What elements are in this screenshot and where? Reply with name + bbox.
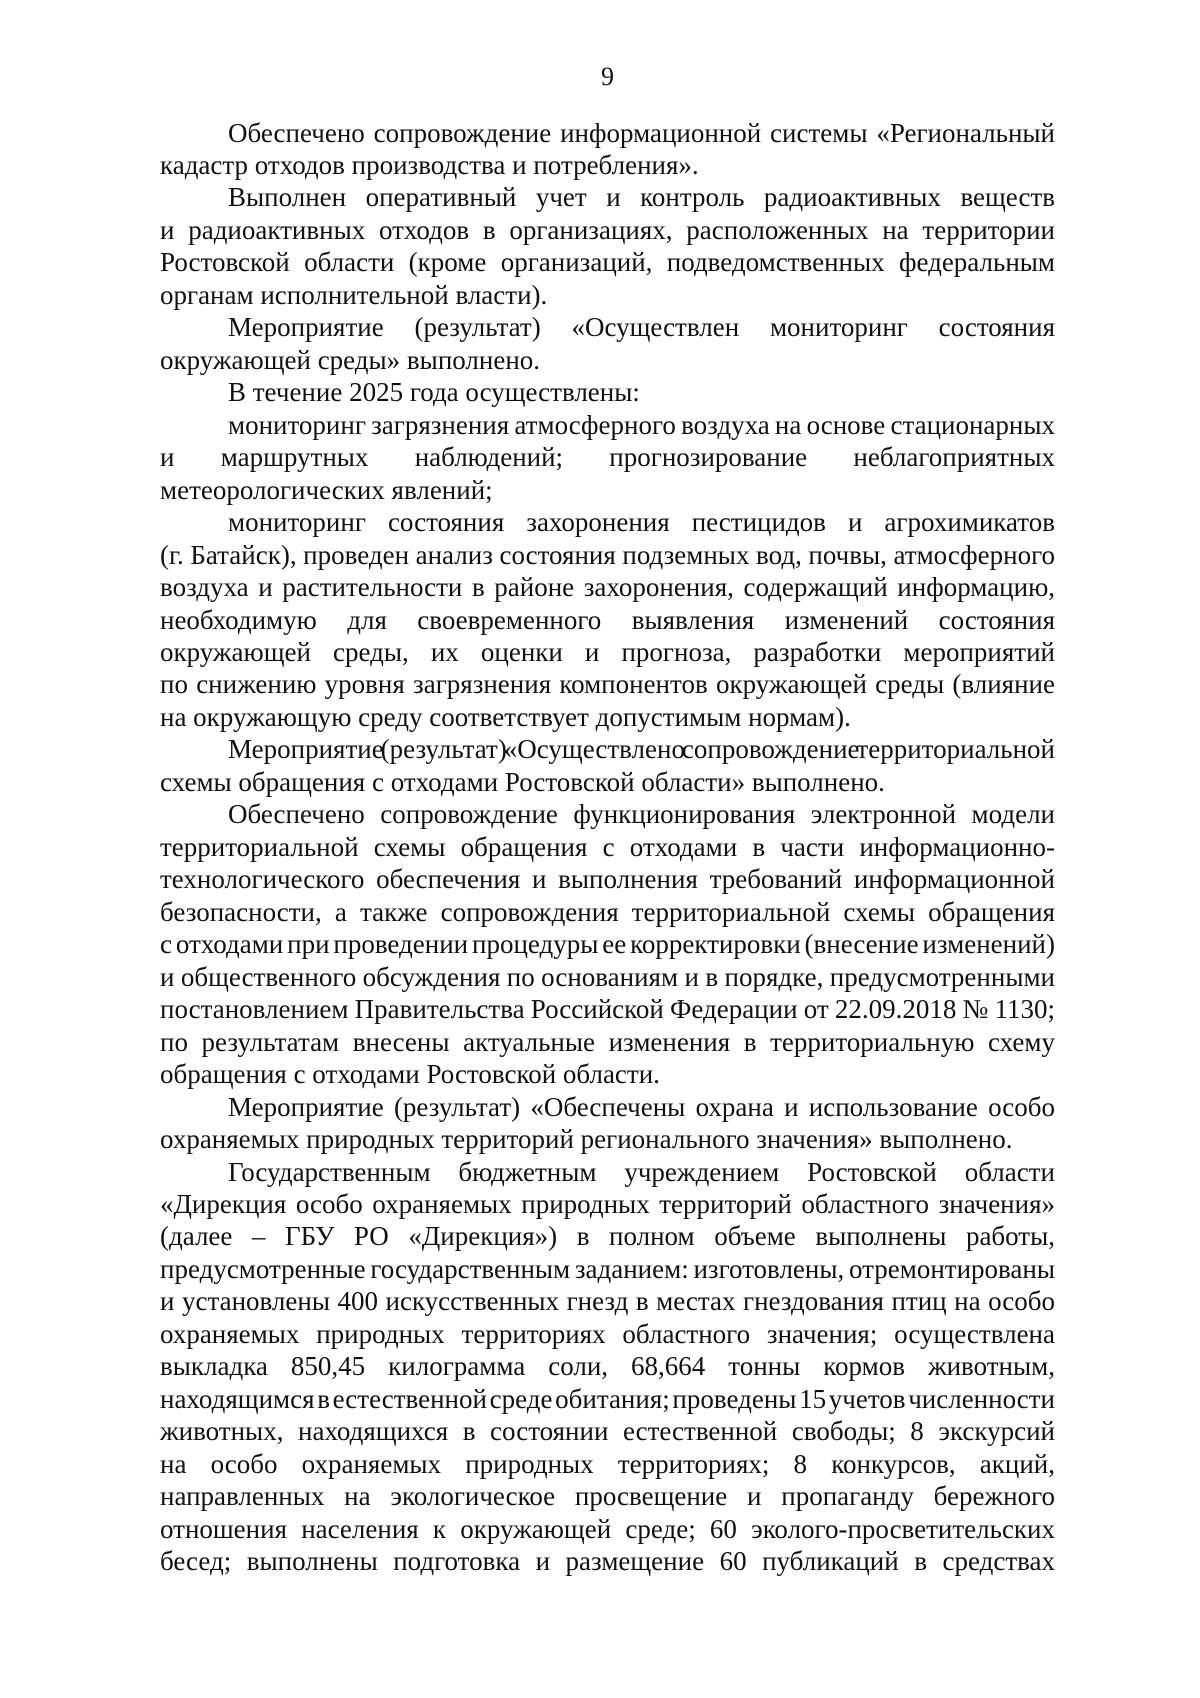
text-line: обращения с отходами Ростовской области. bbox=[160, 1059, 660, 1090]
paragraph bbox=[160, 733, 1055, 798]
text-line: по снижению уровня загрязнения компонентов окружающей среды (влияние bbox=[160, 669, 1055, 700]
text-line: схемы обращения с отходами Ростовской области» выполнено. bbox=[160, 766, 885, 797]
text-line: выкладка 850,45 килограмма соли, 68,664 тонны кормов животным, bbox=[160, 1351, 1055, 1382]
text-line: животных, находящихся в состоянии естественной свободы; 8 экскурсий bbox=[160, 1416, 1055, 1447]
paragraph bbox=[160, 1156, 1055, 1578]
page-number: 9 bbox=[601, 62, 614, 91]
paragraph bbox=[160, 311, 1055, 376]
paragraph bbox=[160, 798, 1055, 1090]
text-line: (далее – ГБУ РО «Дирекция») в полном объеме выполнены работы, bbox=[160, 1221, 1055, 1252]
text-line: Мероприятие (результат) «Осуществлено сопровождение территориальной bbox=[228, 734, 1055, 765]
paragraph bbox=[160, 376, 1055, 408]
text-line: необходимую для своевременного выявления изменений состояния bbox=[160, 604, 1055, 635]
text-line: направленных на экологическое просвещение и пропаганду бережного bbox=[160, 1481, 1055, 1512]
text-line: (г. Батайск), проведен анализ состояния подземных вод, почвы, атмосферного bbox=[160, 539, 1055, 570]
text-line: Государственным бюджетным учреждением Ростовской области bbox=[228, 1156, 1055, 1187]
text-line: Мероприятие (результат) «Осуществлен мониторинг состояния bbox=[228, 312, 1055, 343]
paragraph bbox=[160, 409, 1055, 506]
text-line: с отходами при проведении процедуры ее корректировки (внесение изменений) bbox=[160, 929, 1055, 960]
text-line: окружающей среды» выполнено. bbox=[160, 344, 541, 375]
text-line: безопасности, а также сопровождения территориальной схемы обращения bbox=[160, 896, 1055, 927]
text-line: охраняемых природных территориях областного значения; осуществлена bbox=[160, 1318, 1055, 1349]
text-line: окружающей среды, их оценки и прогноза, разработки мероприятий bbox=[160, 637, 1055, 667]
text-line: отношения населения к окружающей среде; 60 эколого-просветительских bbox=[160, 1513, 1055, 1544]
text-line: и установлены 400 искусственных гнезд в местах гнездования птиц на особо bbox=[160, 1286, 1055, 1317]
text-line: Обеспечено сопровождение информационной системы «Региональный bbox=[228, 117, 1055, 148]
paragraph bbox=[160, 117, 1055, 182]
text-line: Обеспечено сопровождение функционирования электронной модели bbox=[228, 799, 1055, 830]
text-line: на окружающую среду соответствует допустимым нормам). bbox=[160, 701, 851, 732]
text-line: мониторинг состояния захоронения пестицидов и агрохимикатов bbox=[228, 507, 1055, 538]
text-line: В течение 2025 года осуществлены: bbox=[228, 377, 640, 408]
text-line: по результатам внесены актуальные изменения в территориальную схему bbox=[160, 1026, 1055, 1057]
text-line: находящимся в естественной среде обитания; проведены 15 учетов численности bbox=[160, 1383, 1055, 1414]
document-body bbox=[160, 117, 1055, 1578]
text-line: предусмотренные государственным заданием: изготовлены, отремонтированы bbox=[160, 1253, 1055, 1284]
text-line: и маршрутных наблюдений; прогнозирование неблагоприятных bbox=[160, 442, 1055, 473]
paragraph bbox=[160, 181, 1055, 311]
text-line: охраняемых природных территорий регионального значения» выполнено. bbox=[160, 1124, 1013, 1155]
text-line: и радиоактивных отходов в организациях, расположенных на территории bbox=[160, 214, 1055, 245]
paragraph bbox=[160, 506, 1055, 733]
text-line: воздуха и растительности в районе захоронения, содержащий информацию, bbox=[160, 572, 1055, 603]
text-line: территориальной схемы обращения с отходами в части информационно- bbox=[160, 831, 1055, 862]
text-line: «Дирекция особо охраняемых природных территорий областного значения» bbox=[160, 1188, 1055, 1219]
text-line: постановлением Правительства Российской Федерации от 22.09.2018 № 1130; bbox=[160, 994, 1055, 1025]
text-line: технологического обеспечения и выполнения требований информационной bbox=[160, 864, 1055, 895]
text-line: на особо охраняемых природных территориях; 8 конкурсов, акций, bbox=[160, 1448, 1055, 1479]
text-line: мониторинг загрязнения атмосферного воздуха на основе стационарных bbox=[228, 409, 1055, 440]
text-line: и общественного обсуждения по основаниям и в порядке, предусмотренными bbox=[160, 961, 1055, 992]
text-line: Выполнен оперативный учет и контроль радиоактивных веществ bbox=[228, 182, 1055, 213]
text-line: Мероприятие (результат) «Обеспечены охрана и использование особо bbox=[228, 1091, 1055, 1122]
text-line: Ростовской области (кроме организаций, подведомственных федеральным bbox=[160, 247, 1055, 278]
text-line: кадастр отходов производства и потребления». bbox=[160, 149, 699, 180]
paragraph bbox=[160, 1091, 1055, 1156]
text-line: бесед; выполнены подготовка и размещение 60 публикаций в средствах bbox=[160, 1546, 1055, 1577]
text-line: метеорологических явлений; bbox=[160, 474, 493, 505]
text-line: органам исполнительной власти). bbox=[160, 279, 548, 310]
